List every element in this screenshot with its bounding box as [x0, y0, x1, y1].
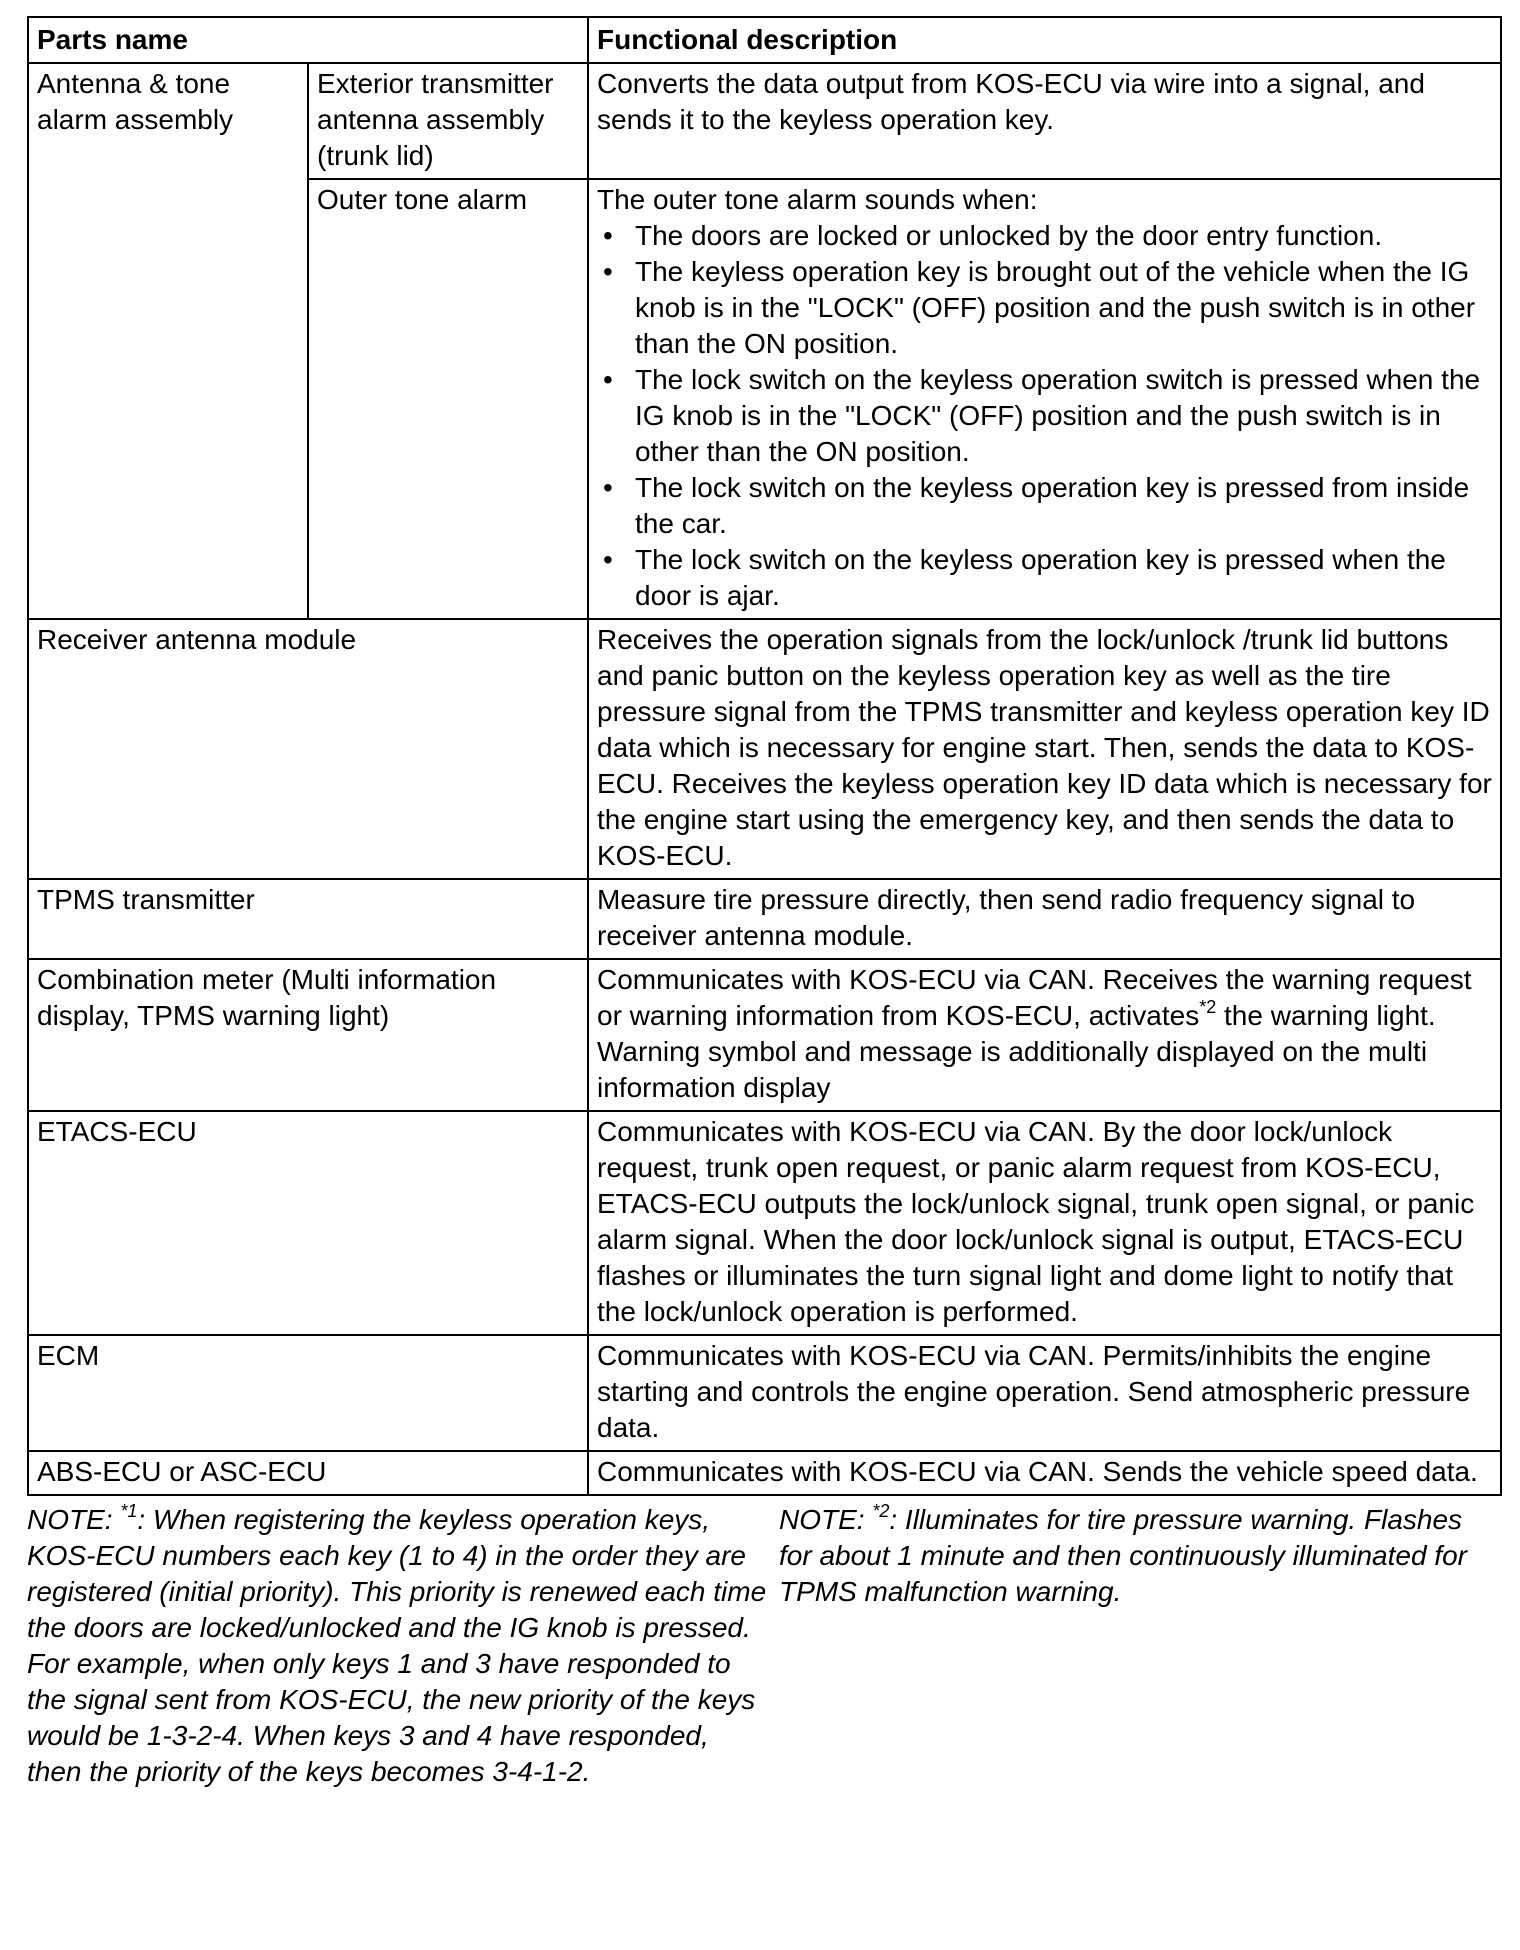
description-text: Communicates with KOS-ECU via CAN. Receives the warning request or warning information from KOS-ECU, activates [597, 964, 1472, 1031]
header-functional-description: Functional description [588, 17, 1501, 63]
note-prefix: NOTE: [27, 1504, 121, 1535]
note-text: : Illuminates for tire pressure warning. Flashes for about 1 minute and then continuously illuminated for TPMS malfunction warning. [779, 1504, 1467, 1607]
table-row [28, 63, 1501, 179]
footnote-marker: *1 [120, 1501, 138, 1521]
condition-list [597, 218, 1492, 614]
note-2 [779, 1502, 1499, 1610]
part-name-cell: ECM [28, 1335, 588, 1451]
header-parts-name: Parts name [28, 17, 588, 63]
description-cell: Communicates with KOS-ECU via CAN. Sends the vehicle speed data. [588, 1451, 1501, 1495]
table-row [28, 619, 1501, 879]
table-row [28, 1451, 1501, 1495]
table-row [28, 1335, 1501, 1451]
part-name-cell: Receiver antenna module [28, 619, 588, 879]
description-cell: Converts the data output from KOS-ECU via wire into a signal, and sends it to the keyless operation key. [588, 63, 1501, 179]
part-name-cell: Combination meter (Multi information display, TPMS warning light) [28, 959, 588, 1111]
table-row [28, 1111, 1501, 1335]
description-cell [588, 959, 1501, 1111]
table-row [28, 959, 1501, 1111]
note-prefix: NOTE: [779, 1504, 873, 1535]
description-text: the warning light. Warning symbol and message is additionally displayed on the multi information display [597, 1000, 1436, 1103]
list-item: • The lock switch on the keyless operation key is pressed from inside the car. [597, 470, 1492, 542]
list-item: • The keyless operation key is brought out of the vehicle when the IG knob is in the "LOCK" (OFF) position and the push switch is in other than the ON position. [597, 254, 1492, 362]
part-name-cell: ETACS-ECU [28, 1111, 588, 1335]
list-item: • The lock switch on the keyless operation key is pressed when the door is ajar. [597, 542, 1492, 614]
table-header-row [28, 17, 1501, 63]
list-item: • The lock switch on the keyless operation switch is pressed when the IG knob is in the "LOCK" (OFF) position and the push switch is in other than the ON position. [597, 362, 1492, 470]
description-cell: Receives the operation signals from the lock/unlock /trunk lid buttons and panic button on the keyless operation key as well as the tire pressure signal from the TPMS transmitter and keyless operation key ID data which is necessary for engine start. Then, sends the data to KOS-ECU. Receives the keyless operation key ID data which is necessary for the engine start using the emergency key, and then sends the data to KOS-ECU. [588, 619, 1501, 879]
footnote-marker: *2 [1199, 997, 1217, 1017]
part-name-cell: TPMS transmitter [28, 879, 588, 959]
document-page [27, 16, 1500, 1832]
part-name-cell: Exterior transmitter antenna assembly (trunk lid) [308, 63, 588, 179]
description-cell [588, 179, 1501, 619]
note-1 [27, 1502, 767, 1790]
list-item: • The doors are locked or unlocked by the door entry function. [597, 218, 1492, 254]
group-name-cell: Antenna & tone alarm assembly [28, 63, 308, 619]
footnote-marker: *2 [872, 1501, 890, 1521]
description-cell: Measure tire pressure directly, then send radio frequency signal to receiver antenna module. [588, 879, 1501, 959]
part-name-cell: Outer tone alarm [308, 179, 588, 619]
table-row [28, 879, 1501, 959]
description-cell: Communicates with KOS-ECU via CAN. By the door lock/unlock request, trunk open request, or panic alarm request from KOS-ECU, ETACS-ECU outputs the lock/unlock signal, trunk open signal, or panic alarm signal. When the door lock/unlock signal is output, ETACS-ECU flashes or illuminates the turn signal light and dome light to notify that the lock/unlock operation is performed. [588, 1111, 1501, 1335]
note-text: : When registering the keyless operation keys, KOS-ECU numbers each key (1 to 4) in the order they are registered (initial priority). This priority is renewed each time the doors are locked/unlocked and the IG knob is pressed. For example, when only keys 1 and 3 have responded to the signal sent from KOS-ECU, the new priority of the keys would be 1-3-2-4. When keys 3 and 4 have responded, then the priority of the keys becomes 3-4-1-2. [27, 1504, 767, 1787]
parts-table [27, 16, 1502, 1496]
description-intro: The outer tone alarm sounds when: [597, 184, 1038, 215]
part-name-cell: ABS-ECU or ASC-ECU [28, 1451, 588, 1495]
notes-section [27, 1502, 1500, 1832]
description-cell: Communicates with KOS-ECU via CAN. Permits/inhibits the engine starting and controls the engine operation. Send atmospheric pressure data. [588, 1335, 1501, 1451]
